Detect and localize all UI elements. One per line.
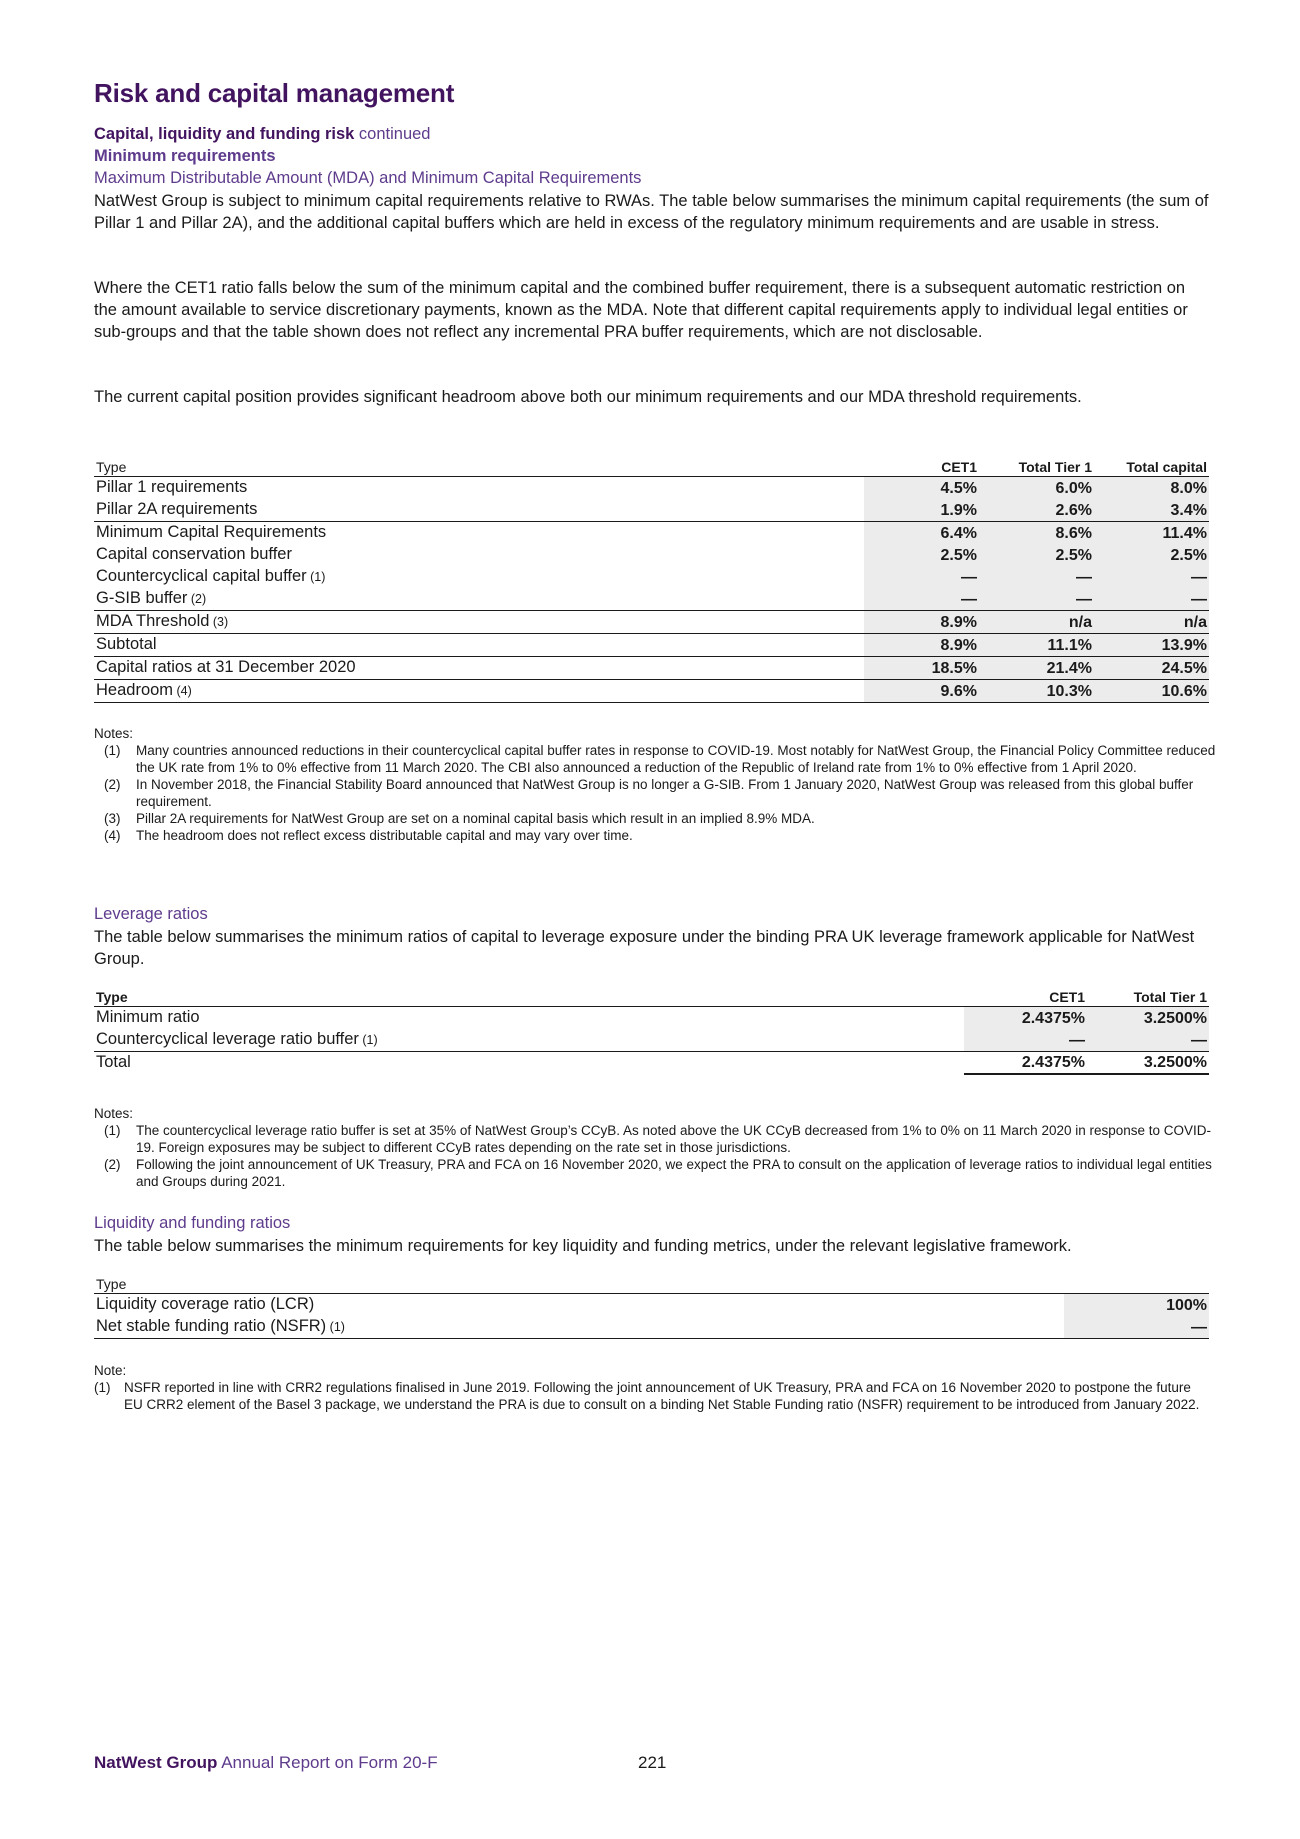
- cell-total-tier1: 10.3%: [979, 680, 1094, 703]
- cell-total-tier1: 8.6%: [979, 522, 1094, 545]
- row-label: Pillar 2A requirements: [96, 500, 258, 518]
- table-row: [94, 544, 1209, 566]
- table-row: [94, 611, 1209, 634]
- table-row: [94, 522, 1209, 545]
- cell-cet1: 8.9%: [864, 611, 979, 634]
- cell-total-tier1: 6.0%: [979, 477, 1094, 500]
- footer-report-title: Annual Report on Form 20-F: [217, 1753, 438, 1772]
- col-header-total-tier1: Total Tier 1: [1087, 985, 1209, 1007]
- leverage-heading: Leverage ratios: [94, 905, 208, 923]
- cell-total-capital: 24.5%: [1094, 657, 1209, 680]
- row-label: Pillar 1 requirements: [96, 478, 248, 496]
- cell-total-capital: —: [1094, 588, 1209, 611]
- table-row: [94, 1029, 1209, 1052]
- intro-paragraph-3: The current capital position provides significant headroom above both our minimum requirements and our MDA threshold requirements.: [94, 388, 1082, 406]
- cell-value: 100%: [1064, 1294, 1209, 1317]
- col-header-total-tier1: Total Tier 1: [979, 455, 1094, 477]
- liquidity-intro: The table below summarises the minimum requirements for key liquidity and funding metrics, under the relevant legislative framework.: [94, 1237, 1072, 1255]
- cell-total-capital: 10.6%: [1094, 680, 1209, 703]
- page-footer: [94, 1753, 1209, 1773]
- liquidity-notes: [94, 1362, 1209, 1413]
- notes-heading: Note:: [94, 1363, 127, 1378]
- cell-cet1: 6.4%: [864, 522, 979, 545]
- cell-total-capital: —: [1094, 566, 1209, 588]
- note-item: (4) The headroom does not reflect excess distributable capital and may vary over time.: [104, 828, 633, 843]
- row-label: Subtotal: [94, 634, 864, 657]
- cell-total-tier1: 2.5%: [979, 544, 1094, 566]
- subsection-heading: Minimum requirements: [94, 147, 276, 165]
- cell-total-capital: 2.5%: [1094, 544, 1209, 566]
- cell-cet1: —: [864, 566, 979, 588]
- liquidity-funding-table: [94, 1272, 1209, 1339]
- row-label: Net stable funding ratio (NSFR) (1): [94, 1316, 1064, 1339]
- cell-total-tier1: —: [1087, 1029, 1209, 1052]
- cell-value: —: [1064, 1316, 1209, 1339]
- row-label: Countercyclical capital buffer (1): [96, 567, 326, 585]
- cell-cet1: 2.5%: [864, 544, 979, 566]
- page-number: 221: [638, 1753, 667, 1772]
- cell-cet1: 8.9%: [864, 634, 979, 657]
- cell-total-capital: 8.0%: [1094, 477, 1209, 500]
- col-header-value: [1064, 1272, 1209, 1294]
- cell-total-capital: 3.4%: [1094, 499, 1209, 522]
- col-header-type: Type: [94, 1272, 1064, 1294]
- row-label: Capital ratios at 31 December 2020: [94, 657, 864, 680]
- table-row: [94, 1316, 1209, 1339]
- section-heading-continued: continued: [354, 125, 431, 143]
- table-row: [94, 1052, 1209, 1075]
- col-header-type: Type: [94, 455, 864, 477]
- leverage-notes: [94, 1105, 1219, 1190]
- table-row: [94, 566, 1209, 588]
- cell-total-tier1: —: [979, 566, 1094, 588]
- cell-total-tier1: 2.6%: [979, 499, 1094, 522]
- col-header-cet1: CET1: [864, 455, 979, 477]
- row-label: Minimum Capital Requirements: [94, 522, 864, 545]
- row-label: Headroom (4): [94, 680, 864, 703]
- mda-heading: Maximum Distributable Amount (MDA) and Minimum Capital Requirements: [94, 169, 642, 187]
- cell-total-tier1: 3.2500%: [1087, 1007, 1209, 1030]
- cell-total-tier1: 21.4%: [979, 657, 1094, 680]
- note-item: (1) NSFR reported in line with CRR2 regulations finalised in June 2019. Following the joint announcement of UK Treasury, PRA and FCA on 16 November 2020 to postpone the future EU CRR2 element of the Basel 3 package, we understand the PRA is due to consult on a binding Net Stable Funding ratio (NSFR) requirement to be introduced from January 2022.: [94, 1380, 1200, 1412]
- row-label: Total: [94, 1052, 964, 1075]
- section-heading: [94, 124, 431, 145]
- table-row: [94, 657, 1209, 680]
- table-header-row: [94, 1272, 1209, 1294]
- cell-cet1: 18.5%: [864, 657, 979, 680]
- capital-notes: [94, 725, 1219, 844]
- row-label: Liquidity coverage ratio (LCR): [96, 1295, 315, 1313]
- table-row: [94, 1294, 1209, 1317]
- note-item: (2) In November 2018, the Financial Stability Board announced that NatWest Group is no longer a G-SIB. From 1 January 2020, NatWest Group was released from this global buffer requirement.: [104, 777, 1194, 809]
- cell-total-capital: 13.9%: [1094, 634, 1209, 657]
- cell-total-capital: n/a: [1094, 611, 1209, 634]
- liquidity-heading: Liquidity and funding ratios: [94, 1214, 291, 1232]
- cell-total-tier1: —: [979, 588, 1094, 611]
- cell-cet1: 2.4375%: [964, 1052, 1087, 1075]
- section-heading-bold: Capital, liquidity and funding risk: [94, 125, 355, 143]
- cell-cet1: 9.6%: [864, 680, 979, 703]
- note-item: (1) Many countries announced reductions in their countercyclical capital buffer rates in response to COVID-19. Most notably for NatWest Group, the Financial Policy Committee reduced the UK rate from 1% to 0% effective from 11 March 2020. The CBI also announced a reduction of the Republic of Ireland rate from 1% to 0% effective from 1 April 2020.: [104, 743, 1216, 775]
- intro-paragraph-1: NatWest Group is subject to minimum capital requirements relative to RWAs. The table below summarises the minimum capital requirements (the sum of Pillar 1 and Pillar 2A), and the additional capital buffers which are held in excess of the regulatory minimum requirements and are usable in stress.: [94, 192, 1209, 232]
- cell-total-tier1: n/a: [979, 611, 1094, 634]
- cell-cet1: —: [864, 588, 979, 611]
- cell-total-tier1: 3.2500%: [1087, 1052, 1209, 1075]
- table-header-row: [94, 985, 1209, 1007]
- cell-total-capital: 11.4%: [1094, 522, 1209, 545]
- row-label: Minimum ratio: [96, 1008, 200, 1026]
- cell-cet1: —: [964, 1029, 1087, 1052]
- table-row: [94, 680, 1209, 703]
- col-header-total-capital: Total capital: [1094, 455, 1209, 477]
- leverage-intro: The table below summarises the minimum ratios of capital to leverage exposure under the binding PRA UK leverage framework applicable for NatWest Group.: [94, 928, 1195, 968]
- row-label: Capital conservation buffer: [96, 545, 292, 563]
- table-row: [94, 477, 1209, 500]
- notes-heading: Notes:: [94, 1106, 134, 1121]
- page-title: Risk and capital management: [94, 78, 455, 108]
- table-header-row: [94, 455, 1209, 477]
- row-label: Countercyclical leverage ratio buffer (1): [96, 1030, 378, 1048]
- footer-brand: NatWest Group: [94, 1753, 218, 1772]
- col-header-type: Type: [94, 985, 964, 1007]
- note-item: (1) The countercyclical leverage ratio buffer is set at 35% of NatWest Group’s CCyB. As noted above the UK CCyB decreased from 1% to 0% on 11 March 2020 in response to COVID-19. Foreign exposures may be subject to different CCyB rates depending on the rate set in those jurisdictions.: [104, 1123, 1212, 1155]
- table-row: [94, 634, 1209, 657]
- capital-requirements-table: [94, 455, 1209, 703]
- cell-cet1: 4.5%: [864, 477, 979, 500]
- row-label: MDA Threshold (3): [94, 611, 864, 634]
- table-row: [94, 1007, 1209, 1030]
- cell-cet1: 2.4375%: [964, 1007, 1087, 1030]
- intro-paragraph-2: Where the CET1 ratio falls below the sum of the minimum capital and the combined buffer requirement, there is a subsequent automatic restriction on the amount available to service discretionary payments, known as the MDA. Note that different capital requirements apply to individual legal entities or sub-groups and that the table shown does not reflect any incremental PRA buffer requirements, which are not disclosable.: [94, 279, 1188, 341]
- cell-cet1: 1.9%: [864, 499, 979, 522]
- table-row: [94, 499, 1209, 522]
- note-item: (3) Pillar 2A requirements for NatWest Group are set on a nominal capital basis which result in an implied 8.9% MDA.: [104, 811, 815, 826]
- notes-heading: Notes:: [94, 726, 134, 741]
- row-label: G-SIB buffer (2): [96, 589, 207, 607]
- table-row: [94, 588, 1209, 611]
- col-header-cet1: CET1: [964, 985, 1087, 1007]
- cell-total-tier1: 11.1%: [979, 634, 1094, 657]
- note-item: (2) Following the joint announcement of UK Treasury, PRA and FCA on 16 November 2020, we expect the PRA to consult on the application of leverage ratios to individual legal entities and Groups during 2021.: [104, 1157, 1212, 1189]
- leverage-ratios-table: [94, 985, 1209, 1075]
